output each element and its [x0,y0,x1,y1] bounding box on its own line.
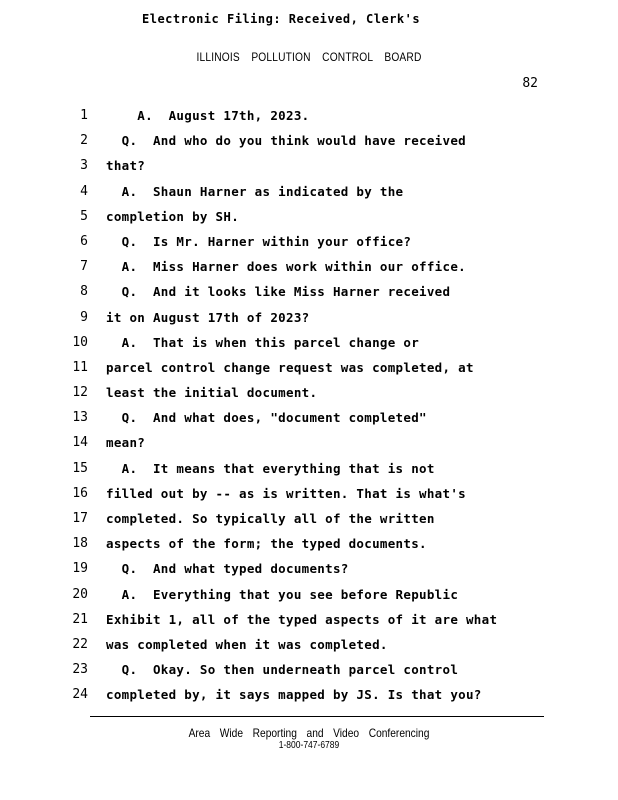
footer-divider [90,716,544,717]
line-text: it on August 17th of 2023? [106,309,310,325]
transcript-line [0,209,618,234]
line-text: that? [106,158,146,174]
line-text: completed by, it says mapped by JS. Is that you? [106,687,482,703]
transcript-line [0,561,618,586]
line-text: A. Miss Harner does work within our office. [106,259,466,275]
line-text: completed. So typically all of the written [106,511,435,526]
transcript-line [0,108,618,133]
line-text: Q. And what does, "document completed" [106,410,427,426]
line-number: 6 [80,233,88,249]
line-number: 14 [72,435,88,451]
line-text: parcel control change request was completed, at [106,359,474,375]
line-text: aspects of the form; the typed documents. [106,536,427,552]
clerk-filing-header: Electronic Filing: Received, Clerk's [142,12,421,26]
line-number: 5 [80,208,88,224]
line-text: Q. And who do you think would have received [106,133,466,149]
line-number: 8 [80,284,88,300]
transcript-line [0,335,618,360]
line-text: Q. Okay. So then underneath parcel control [106,662,459,678]
transcript-body [0,108,618,713]
line-number: 13 [72,410,88,426]
line-number: 17 [72,511,88,526]
transcript-line [0,385,618,410]
transcript-line [0,158,618,183]
line-number: 4 [80,183,88,199]
line-text: Q. And it looks like Miss Harner received [106,284,451,300]
transcript-line [0,662,618,687]
transcript-line [0,360,618,385]
line-text: A. Everything that you see before Republic [106,586,459,602]
transcript-line [0,461,618,486]
page-number: 82 [522,76,538,91]
line-number: 21 [72,611,88,627]
footer-company: Area Wide Reporting and Video Conferencing [188,726,430,740]
transcript-line [0,184,618,209]
line-text: A. It means that everything that is not [106,460,435,476]
line-number: 23 [72,662,88,678]
line-text: Exhibit 1, all of the typed aspects of it are what [106,611,498,627]
transcript-line [0,310,618,335]
line-number: 12 [72,385,88,401]
transcript-line [0,133,618,158]
transcript-line [0,234,618,259]
line-number: 7 [80,259,88,275]
line-number: 11 [72,359,88,375]
line-text: A. Shaun Harner as indicated by the [106,183,404,199]
line-number: 15 [72,460,88,476]
board-title: ILLINOIS POLLUTION CONTROL BOARD [196,50,422,64]
line-number: 9 [80,309,88,325]
line-number: 3 [80,158,88,174]
transcript-line [0,587,618,612]
line-text: completion by SH. [106,208,240,224]
line-number: 22 [72,636,88,652]
line-number: 2 [80,133,88,149]
line-number: 18 [72,536,88,552]
line-number: 24 [72,687,88,703]
transcript-line [0,612,618,637]
transcript-line [0,511,618,536]
line-number: 1 [80,108,88,123]
line-text: A. August 17th, 2023. [106,108,310,123]
footer-phone: 1-800-747-6789 [278,740,340,751]
line-number: 19 [72,561,88,577]
transcript-line [0,486,618,511]
line-text: least the initial document. [106,385,318,401]
transcript-line [0,410,618,435]
transcript-line [0,536,618,561]
transcript-line [0,687,618,712]
line-text: Q. Is Mr. Harner within your office? [106,233,412,249]
transcript-line [0,259,618,284]
line-text: was completed when it was completed. [106,636,388,652]
transcript-line [0,435,618,460]
line-text: A. That is when this parcel change or [106,334,420,350]
line-text: filled out by -- as is written. That is what's [106,485,466,501]
transcript-line [0,284,618,309]
line-text: mean? [106,435,146,451]
line-text: Q. And what typed documents? [106,561,349,577]
line-number: 20 [72,586,88,602]
transcript-line [0,637,618,662]
line-number: 10 [72,334,88,350]
line-number: 16 [72,485,88,501]
